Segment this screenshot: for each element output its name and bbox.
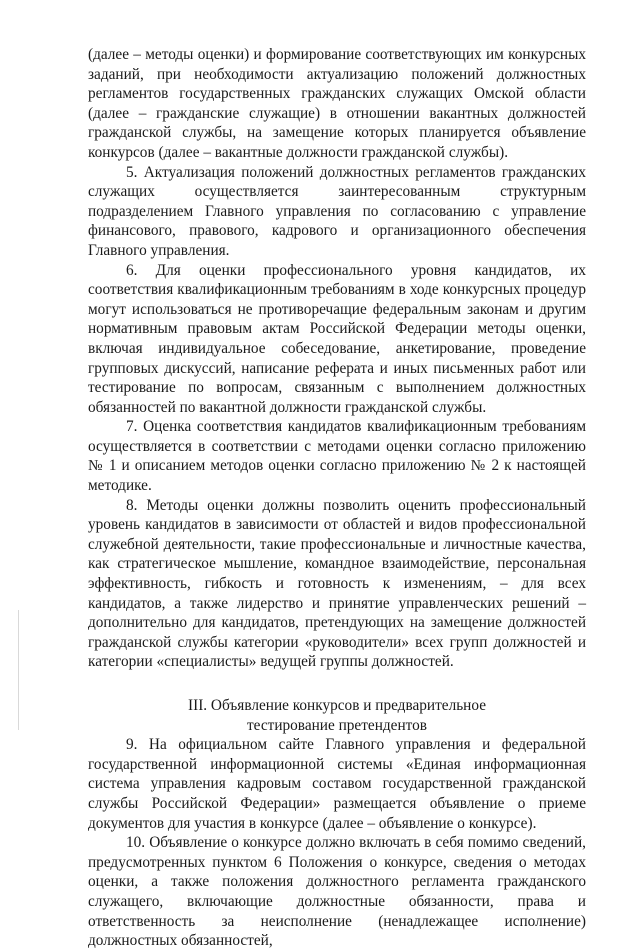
paragraph-9: 9. На официальном сайте Главного управления и федеральной государственной информационной системы «Единая информационная система управления кадровым составом государственной гражданской службы Российской Федерации» размещается объявление о приеме документов для участия в конкурсе (далее – объявление о конкурсе).	[88, 736, 586, 832]
paragraph-10: 10. Объявление о конкурсе должно включать в себя помимо сведений, предусмотренных пунктом 6 Положения о конкурсе, сведения о методах оценки, а также положения должностного регламента гражданского служащего, включающие должностные обязанности, права и ответственность за неисполнение (ненадлежащее исполнение) должностных обязанностей,	[88, 834, 586, 950]
paragraph-4-continuation: (далее – методы оценки) и формирование соответствующих им конкурсных заданий, при необходимости актуализацию положений должностных регламентов государственных гражданских служащих Омской области (далее – гражданские служащие) в отношении вакантных должностей гражданской службы, на замещение которых планируется объявление конкурсов (далее – вакантные должности гражданской службы).	[88, 46, 586, 161]
paragraph-5: 5. Актуализация положений должностных регламентов гражданских служащих осуществляется заинтересованным структурным подразделением Главного управления по согласованию с управление финансового, правового, кадрового и организационного обеспечения Главного управления.	[88, 163, 586, 259]
section-heading	[88, 696, 586, 735]
paragraph-6: 6. Для оценки профессионального уровня кандидатов, их соответствия квалификационным требованиям в ходе конкурсных процедур могут использоваться не противоречащие федеральным законам и другим нормативным правовым актам Российской Федерации методы оценки, включая индивидуальное собеседование, анкетирование, проведение групповых дискуссий, написание реферата и иных письменных работ или тестирование по вопросам, связанным с выполнением должностных обязанностей по вакантной должности гражданской службы.	[88, 261, 586, 416]
section-heading-line-2: тестирование претендентов	[246, 716, 427, 734]
paragraph-7: 7. Оценка соответствия кандидатов квалификационным требованиям осуществляется в соответствии с методами оценки согласно приложению № 1 и описанием методов оценки согласно приложению № 2 к настоящей методике.	[88, 418, 586, 495]
scan-edge-mark	[18, 610, 19, 730]
paragraph-8: 8. Методы оценки должны позволить оценить профессиональный уровень кандидатов в зависимости от областей и видов профессиональной служебной деятельности, такие профессиональные и личностные качества, как стратегическое мышление, командное взаимодействие, персональная эффективность, гибкость и готовность к изменениям, – для всех кандидатов, а также лидерство и принятие управленческих решений – дополнительно для кандидатов, претендующих на замещение должностей гражданской службы категории «руководители» всех групп должностей и категории «специалисты» ведущей группы должностей.	[88, 496, 586, 671]
document-body	[88, 45, 586, 951]
section-heading-line-1: III. Объявление конкурсов и предварительное	[188, 697, 486, 714]
